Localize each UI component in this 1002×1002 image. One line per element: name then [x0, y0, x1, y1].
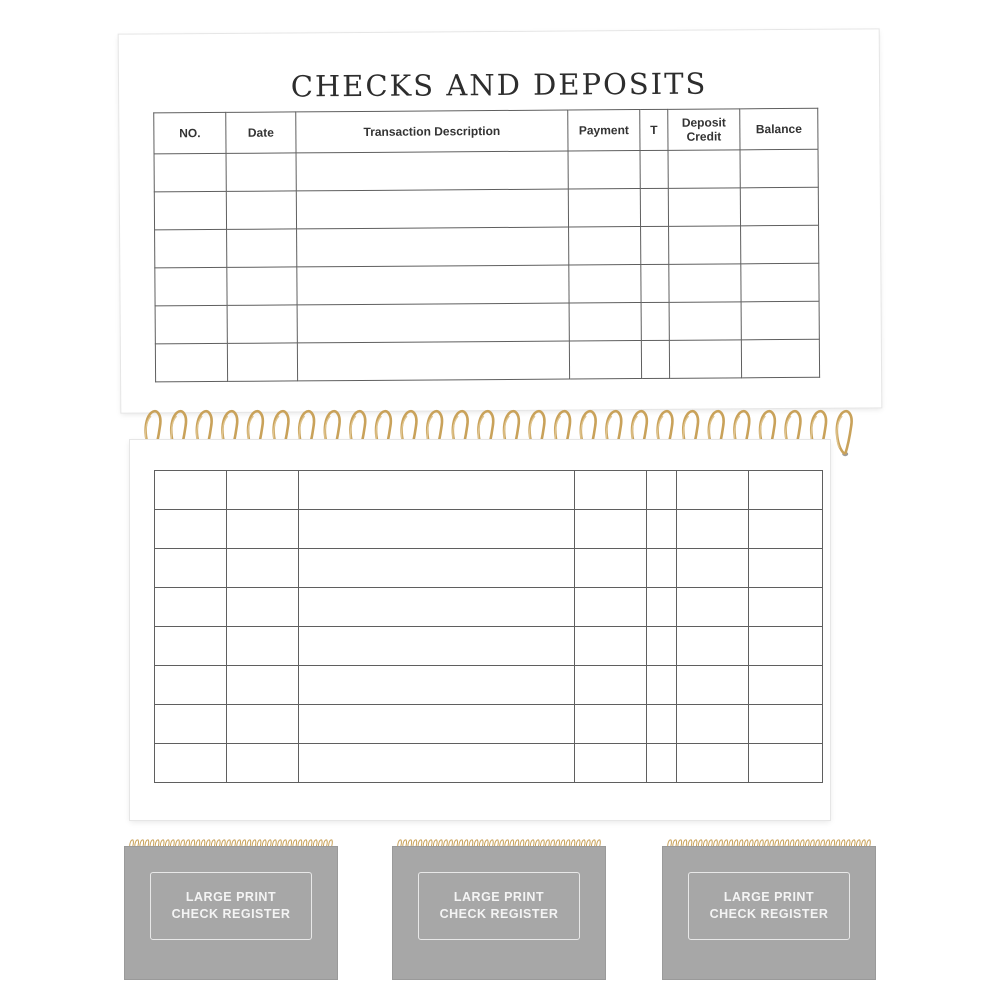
table-cell [227, 549, 299, 588]
table-row [155, 510, 823, 549]
table-row [155, 744, 823, 783]
table-cell [227, 510, 299, 549]
register-cover-body [662, 846, 876, 980]
table-cell [668, 150, 740, 189]
table-row [155, 627, 823, 666]
bottom-page [130, 440, 830, 820]
table-cell [227, 666, 299, 705]
register-cover-3 [662, 838, 876, 980]
cover-label [150, 872, 312, 940]
table-cell [641, 302, 669, 340]
col-header-balance: Balance [740, 108, 818, 150]
table-cell [749, 549, 823, 588]
table-cell [227, 705, 299, 744]
table-cell [154, 153, 226, 192]
table-cell [749, 666, 823, 705]
table-cell [227, 744, 299, 783]
table-cell [227, 588, 299, 627]
register-cover-1 [124, 838, 338, 980]
table-cell [155, 305, 227, 344]
cover-label-line1: LARGE PRINT [723, 890, 815, 904]
table-cell [677, 549, 749, 588]
table-cell [647, 744, 677, 783]
table-row [154, 149, 818, 192]
table-cell [155, 343, 227, 382]
cover-label-line1: LARGE PRINT [453, 890, 545, 904]
table-cell [749, 627, 823, 666]
table-cell [741, 263, 819, 302]
table-cell [155, 267, 227, 306]
table-cell [296, 151, 568, 191]
table-cell [568, 151, 640, 190]
table-cell [575, 471, 647, 510]
table-cell [227, 229, 297, 267]
table-cell [641, 226, 669, 264]
table-row [155, 666, 823, 705]
table-cell [299, 705, 575, 744]
table-cell [575, 705, 647, 744]
table-cell [296, 189, 568, 229]
table-cell [677, 471, 749, 510]
register-cover-2 [392, 838, 606, 980]
table-row [155, 705, 823, 744]
table-cell [749, 510, 823, 549]
table-cell [677, 744, 749, 783]
table-cell [575, 549, 647, 588]
table-cell [575, 510, 647, 549]
table-cell [226, 153, 296, 191]
cover-label-line1: LARGE PRINT [185, 890, 277, 904]
table-cell [569, 303, 641, 342]
col-header-no: NO. [154, 112, 226, 154]
table-cell [297, 303, 569, 343]
table-cell [227, 343, 297, 381]
table-row [155, 339, 819, 382]
table-cell [155, 588, 227, 627]
table-cell [299, 744, 575, 783]
table-cell [299, 510, 575, 549]
page-title: CHECKS AND DEPOSITS [290, 66, 708, 104]
cover-label-line2: CHECK REGISTER [709, 907, 829, 921]
table-cell [569, 227, 641, 266]
table-cell [299, 627, 575, 666]
table-cell [155, 666, 227, 705]
coil-ring [837, 411, 852, 456]
top-page [119, 29, 882, 412]
table-cell [647, 549, 677, 588]
table-row [155, 588, 823, 627]
table-cell [677, 588, 749, 627]
table-cell [640, 150, 668, 188]
table-cell [749, 744, 823, 783]
table-cell [227, 267, 297, 305]
cover-label [688, 872, 850, 940]
register-cover-body [392, 846, 606, 980]
table-cell [669, 226, 741, 265]
table-cell [155, 471, 227, 510]
table-cell [569, 265, 641, 304]
table-cell [647, 471, 677, 510]
table-cell [568, 189, 640, 228]
table-cell [155, 510, 227, 549]
col-header-t: T [640, 109, 668, 150]
bottom-ledger-table [154, 470, 823, 783]
table-cell [575, 666, 647, 705]
cover-label-line2: CHECK REGISTER [439, 907, 559, 921]
table-row [155, 549, 823, 588]
bottom-ledger-body [155, 471, 823, 783]
table-cell [640, 188, 668, 226]
col-header-payment: Payment [568, 110, 640, 152]
table-cell [668, 188, 740, 227]
register-cover-body [124, 846, 338, 980]
table-cell [677, 510, 749, 549]
table-cell [299, 666, 575, 705]
col-header-description: Transaction Description [296, 110, 568, 153]
table-cell [299, 549, 575, 588]
table-cell [677, 705, 749, 744]
table-cell [647, 510, 677, 549]
header-row [154, 108, 818, 154]
table-cell [226, 191, 296, 229]
col-header-date: Date [226, 112, 296, 153]
table-cell [155, 744, 227, 783]
table-row [155, 301, 819, 344]
table-row [155, 225, 819, 268]
table-cell [647, 588, 677, 627]
table-cell [669, 302, 741, 341]
table-cell [741, 339, 819, 378]
table-cell [647, 666, 677, 705]
table-cell [740, 187, 818, 226]
cover-label-line2: CHECK REGISTER [171, 907, 291, 921]
table-cell [647, 705, 677, 744]
table-cell [155, 229, 227, 268]
table-cell [297, 265, 569, 305]
top-ledger-body [154, 149, 820, 382]
table-cell [297, 227, 569, 267]
table-row [155, 471, 823, 510]
table-cell [677, 666, 749, 705]
table-cell [647, 627, 677, 666]
table-cell [669, 340, 741, 379]
table-cell [669, 264, 741, 303]
table-cell [297, 341, 569, 381]
table-cell [749, 588, 823, 627]
table-cell [575, 627, 647, 666]
table-cell [740, 149, 818, 188]
table-cell [155, 705, 227, 744]
table-cell [575, 588, 647, 627]
table-cell [641, 264, 669, 302]
table-cell [575, 744, 647, 783]
table-row [154, 187, 818, 230]
table-cell [749, 705, 823, 744]
table-cell [299, 588, 575, 627]
table-cell [641, 340, 669, 378]
table-cell [227, 471, 299, 510]
table-cell [227, 627, 299, 666]
table-cell [741, 301, 819, 340]
table-cell [299, 471, 575, 510]
col-header-deposit-credit: Deposit Credit [668, 109, 740, 151]
cover-label [418, 872, 580, 940]
table-cell [677, 627, 749, 666]
table-cell [155, 627, 227, 666]
table-row [155, 263, 819, 306]
table-cell [749, 471, 823, 510]
table-cell [227, 305, 297, 343]
top-ledger-table [153, 108, 820, 383]
table-cell [154, 191, 226, 230]
table-cell [741, 225, 819, 264]
table-cell [155, 549, 227, 588]
table-cell [569, 341, 641, 380]
